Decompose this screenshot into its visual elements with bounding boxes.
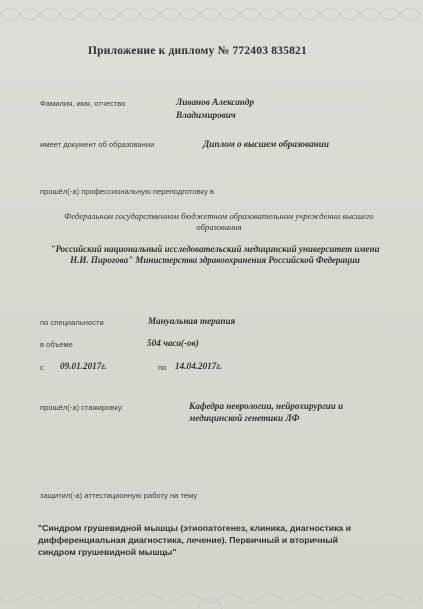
fio-value-line1: Ливанов Александр (176, 97, 255, 107)
specialty-label: по специальности (40, 318, 104, 327)
thesis-label: защитил(-а) аттестационную работу на тему (40, 491, 198, 500)
internship-label: прошёл(-а) стажировку: (40, 403, 124, 412)
period-to-value: 14.04.2017г. (175, 361, 222, 371)
guilloche-border-top (0, 0, 423, 28)
fio-label: Фамилия, имя, отчество (40, 99, 126, 108)
period-from-value: 09.01.2017г. (60, 361, 107, 371)
period-from-label: с (40, 363, 44, 372)
organization-name: "Российский национальный исследовательский медицинский университет имени Н.И. Пирогова" Министерства здравоохранения Российской Федерации (50, 244, 380, 265)
organization-type: Федеральном государственном бюджетном образовательном учреждении высшего образования (64, 211, 374, 232)
page-title: Приложение к диплому № 772403 835821 (88, 45, 307, 57)
guilloche-border-bottom (0, 587, 423, 609)
volume-value: 504 часа(-ов) (147, 338, 199, 348)
retraining-label: прошёл(-а) профессиональную переподготовку в (40, 187, 214, 196)
internship-value: Кафедра неврологии, нейрохирургии и медицинской генетики ЛФ (189, 401, 344, 423)
education-document-label: имеет документ об образовании (40, 140, 155, 149)
period-to-label: по (158, 363, 167, 372)
thesis-title: "Синдром грушевидной мышцы (этиопатогенез, клиника, диагностика и дифференциальная диагностика, лечение). Первичный и вторичный синдром грушевидной мышцы" (38, 523, 352, 557)
specialty-value: Мануальная терапия (148, 316, 236, 326)
volume-label: в объеме (40, 340, 73, 349)
education-document-value: Диплом о высшем образовании (203, 139, 329, 149)
fio-value-line2: Владимирович (176, 110, 236, 120)
